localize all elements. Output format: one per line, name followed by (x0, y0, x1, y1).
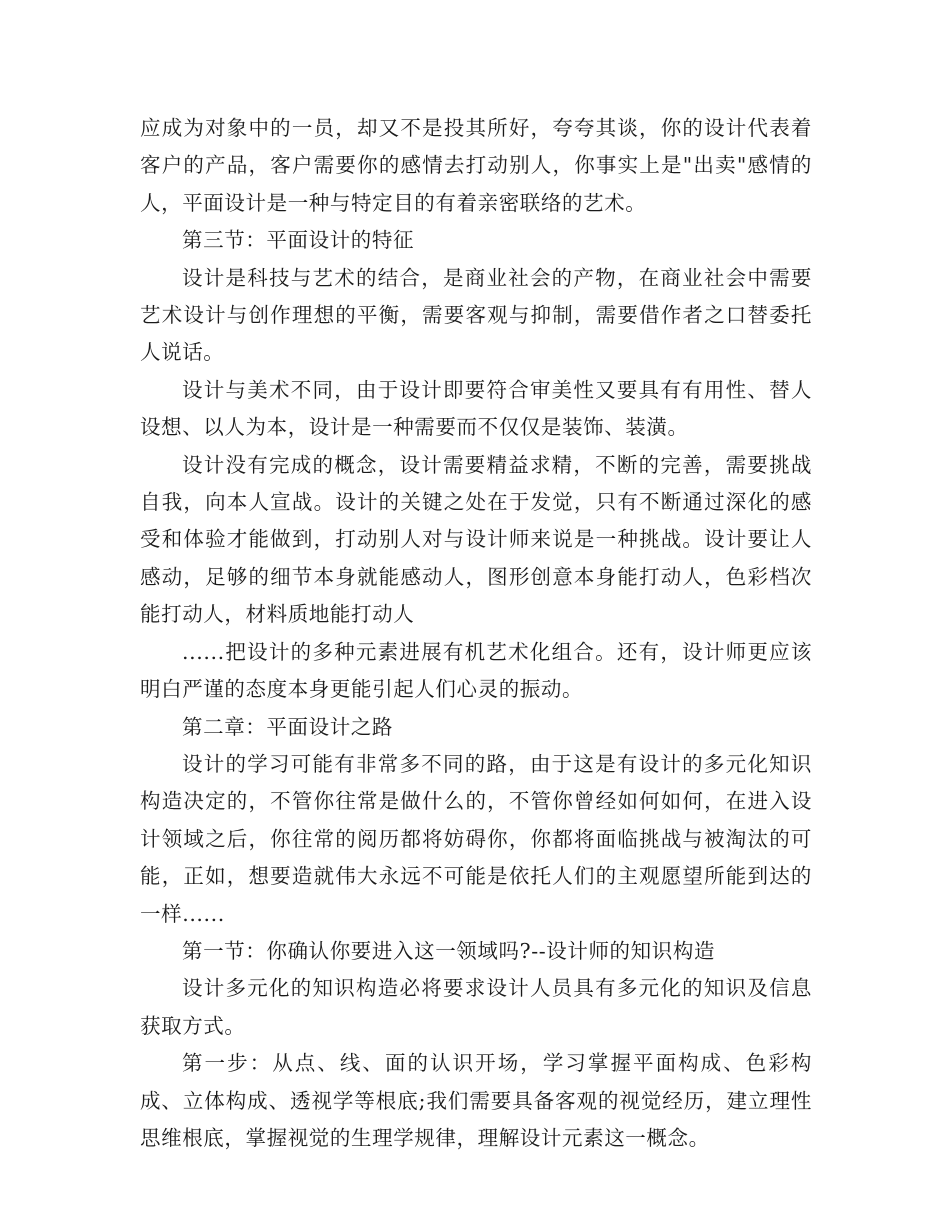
paragraph-5: ......把设计的多种元素进展有机艺术化组合。还有，设计师更应该明白严谨的态度本身更能引起人们心灵的振动。 (140, 639, 812, 702)
paragraph-8: 第一步：从点、线、面的认识开场，学习掌握平面构成、色彩构成、立体构成、透视学等根底;我们需要具备客观的视觉经历，建立理性思维根底，掌握视觉的生理学规律，理解设计元素这一概念。 (140, 1051, 812, 1150)
paragraph-2: 设计是科技与艺术的结合，是商业社会的产物，在商业社会中需要艺术设计与创作理想的平衡，需要客观与抑制，需要借作者之口替委托人说话。 (140, 265, 812, 365)
paragraph-4: 设计没有完成的概念，设计需要精益求精，不断的完善，需要挑战自我，向本人宣战。设计的关键之处在于发觉，只有不断通过深化的感受和体验才能做到，打动别人对与设计师来说是一种挑战。设计要让人感动，足够的细节本身就能感动人，图形创意本身能打动人，色彩档次能打动人，材料质地能打动人 (140, 452, 812, 627)
paragraph-7: 设计多元化的知识构造必将要求设计人员具有多元化的知识及信息获取方式。 (140, 976, 812, 1038)
section-heading-1: 第一节：你确认你要进入这一领域吗?--设计师的知识构造 (182, 938, 716, 963)
paragraph-3: 设计与美术不同，由于设计即要符合审美性又要具有有用性、替人设想、以人为本，设计是一种需要而不仅仅是装饰、装潢。 (140, 377, 812, 440)
paragraph-6: 设计的学习可能有非常多不同的路，由于这是有设计的多元化知识构造决定的，不管你往常是做什么的，不管你曾经如何如何，在进入设计领域之后，你往常的阅历都将妨碍你，你都将面临挑战与被淘汰的可能，正如，想要造就伟大永远不可能是依托人们的主观愿望所能到达的一样...... (140, 751, 812, 926)
paragraph-1: 应成为对象中的一员，却又不是投其所好，夸夸其谈，你的设计代表着客户的产品，客户需要你的感情去打动别人，你事实上是"出卖"感情的人，平面设计是一种与特定目的有着亲密联络的艺术。 (140, 116, 812, 215)
section-heading-3: 第三节：平面设计的特征 (182, 228, 415, 253)
document-body (140, 110, 812, 1157)
chapter-heading-2: 第二章：平面设计之路 (182, 714, 393, 739)
